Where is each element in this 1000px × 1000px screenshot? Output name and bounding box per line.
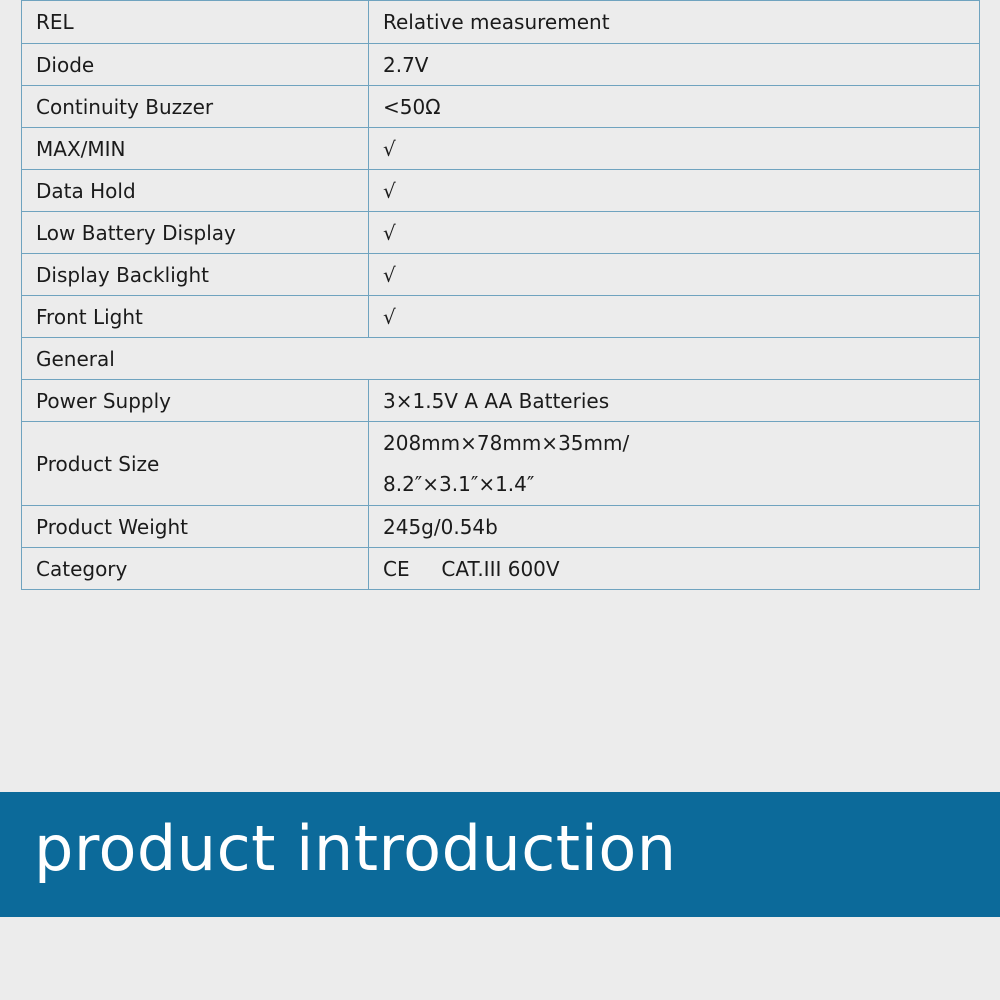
table-row [22,44,980,86]
table-row [22,380,980,422]
spec-value: <50Ω [369,86,980,128]
banner-title: product introduction [34,812,677,885]
table-row [22,128,980,170]
spec-value: √ [369,296,980,338]
spec-value-line: 208mm×78mm×35mm/ [383,430,630,455]
table-row [22,254,980,296]
spec-value: Relative measurement [369,1,980,44]
spec-value: CE CAT.III 600V [369,548,980,590]
spec-value: 3×1.5V A AA Batteries [369,380,980,422]
spec-value: 2.7V [369,44,980,86]
spec-label: Power Supply [22,380,369,422]
table-row [22,212,980,254]
table-row [22,422,980,506]
spec-label: Front Light [22,296,369,338]
spec-label: MAX/MIN [22,128,369,170]
spec-label: Display Backlight [22,254,369,296]
spec-value: √ [369,212,980,254]
section-banner [0,792,1000,917]
spec-value [369,422,980,506]
spec-label: Category [22,548,369,590]
spec-label: Diode [22,44,369,86]
spec-label: Data Hold [22,170,369,212]
spec-value: √ [369,254,980,296]
spec-value: √ [369,170,980,212]
table-row [22,548,980,590]
spec-label: Low Battery Display [22,212,369,254]
spec-value-line: 8.2″×3.1″×1.4″ [383,471,535,496]
table-row [22,506,980,548]
spec-label: Product Size [22,422,369,506]
table-row [22,296,980,338]
section-header-general: General [22,338,980,380]
spec-label: Product Weight [22,506,369,548]
spec-label: REL [22,1,369,44]
table-row [22,86,980,128]
table-row [22,1,980,44]
section-header-row [22,338,980,380]
spec-value: 245g/0.54b [369,506,980,548]
table-row [22,170,980,212]
spec-value: √ [369,128,980,170]
spec-table [21,0,980,590]
spec-label: Continuity Buzzer [22,86,369,128]
